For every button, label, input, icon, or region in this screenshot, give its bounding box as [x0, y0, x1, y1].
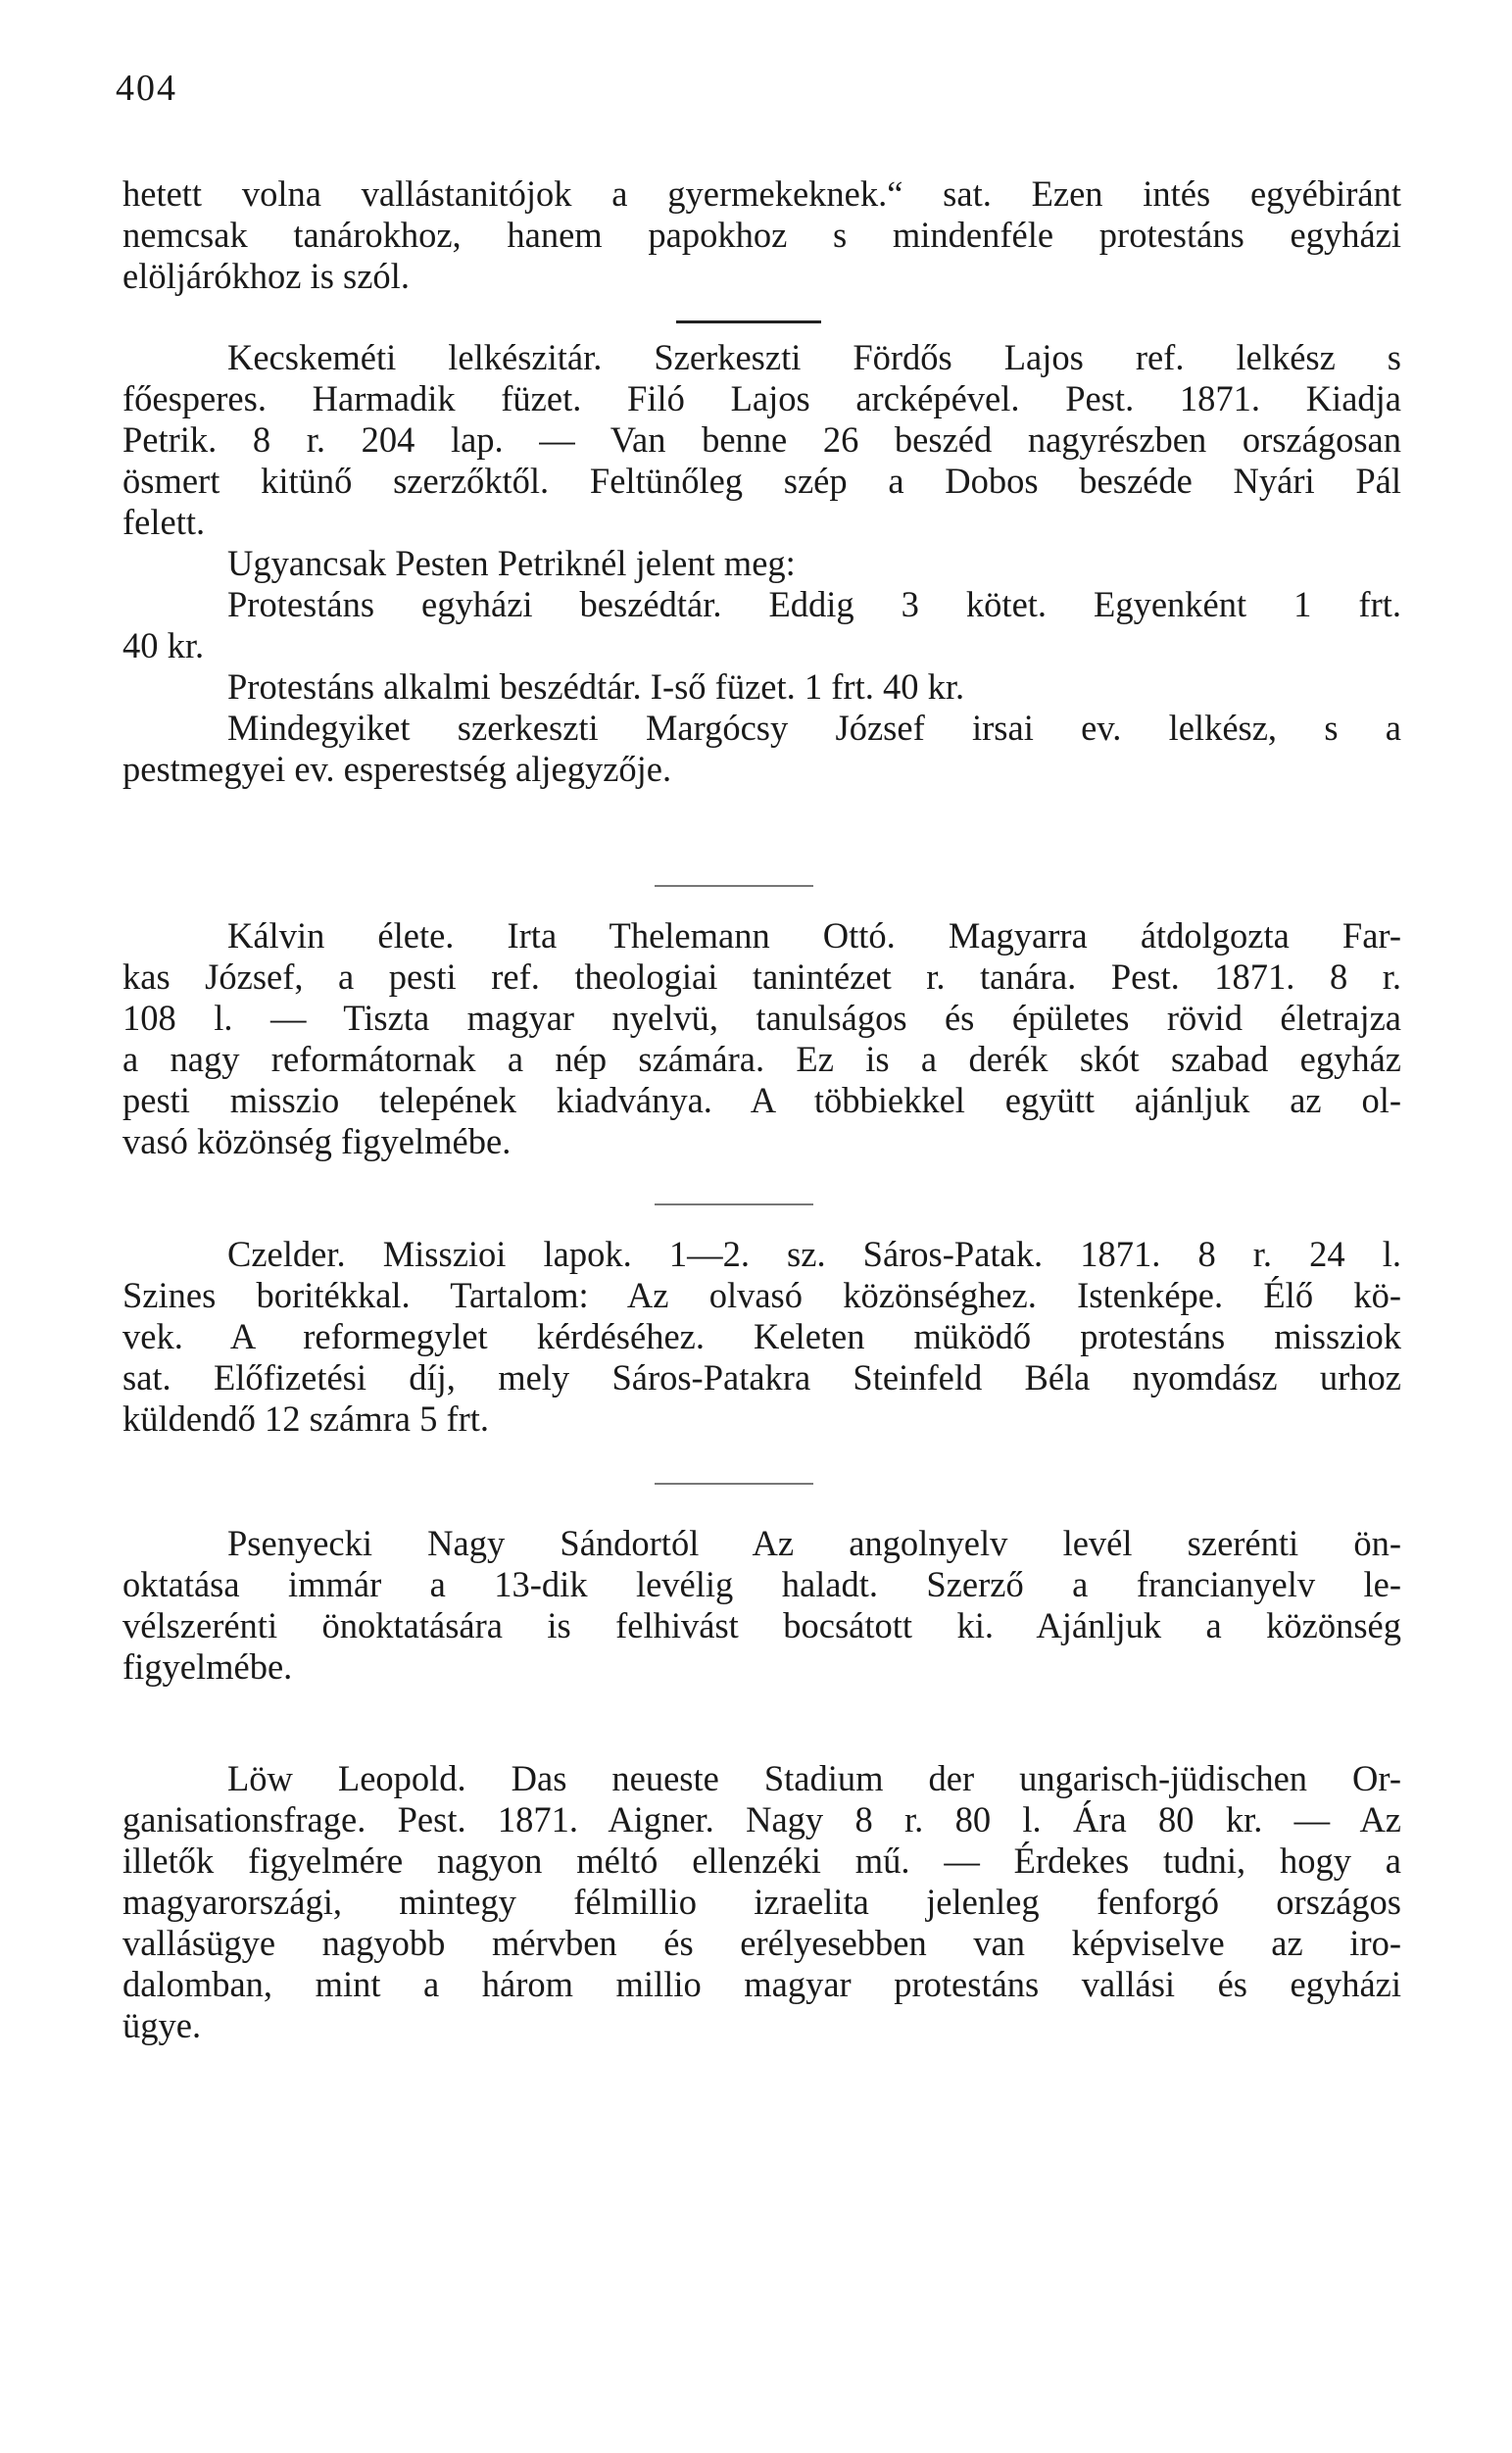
text-line: felett.	[122, 502, 206, 542]
section-divider	[655, 1483, 813, 1485]
review-kalvin	[122, 915, 1401, 1162]
text-line: illetők figyelmére nagyon méltó ellenzéki mű. — Érdekes tudni, hogy a	[122, 1840, 1401, 1881]
text-line: Protestáns egyházi beszédtár. Eddig 3 kötet. Egyenként 1 frt.	[227, 584, 1401, 624]
text-line: vélszerénti önoktatására is felhivást bocsátott ki. Ajánljuk a közönség	[122, 1605, 1401, 1645]
text-line: a nagy reformátornak a nép számára. Ez is a derék skót szabad egyház	[122, 1039, 1401, 1079]
text-line: nemcsak tanárokhoz, hanem papokhoz s mindenféle protestáns egyházi	[122, 215, 1401, 255]
section-divider	[655, 1203, 813, 1205]
text-line: Ugyancsak Pesten Petriknél jelent meg:	[227, 543, 796, 583]
review-psenyecki	[122, 1523, 1401, 1688]
paragraph-continuation	[122, 173, 1401, 297]
text-line: pestmegyei ev. esperestség aljegyzője.	[122, 749, 672, 789]
text-line: hetett volna vallástanitójok a gyermekeknek.“ sat. Ezen intés egyébiránt	[122, 173, 1401, 214]
review-low-leopold	[122, 1758, 1401, 2046]
text-line: vallásügye nagyobb mérvben és erélyesebben van képviselve az iro-	[122, 1923, 1401, 1963]
text-line: Kálvin élete. Irta Thelemann Ottó. Magyarra átdolgozta Far-	[227, 915, 1401, 956]
text-line: sat. Előfizetési díj, mely Sáros-Patakra Steinfeld Béla nyomdász urhoz	[122, 1357, 1401, 1398]
text-line: ganisationsfrage. Pest. 1871. Aigner. Nagy 8 r. 80 l. Ára 80 kr. — Az	[122, 1799, 1401, 1840]
text-line: ösmert kitünő szerzőktől. Feltünőleg szép a Dobos beszéde Nyári Pál	[122, 461, 1401, 501]
text-line: 40 kr.	[122, 625, 205, 665]
section-divider	[655, 885, 813, 887]
section-divider	[676, 320, 821, 323]
text-line: magyarországi, mintegy félmillio izraelita jelenleg fenforgó országos	[122, 1882, 1401, 1922]
text-line: küldendő 12 számra 5 frt.	[122, 1398, 490, 1439]
text-line: 108 l. — Tiszta magyar nyelvü, tanulságos és épületes rövid életrajza	[122, 998, 1401, 1038]
text-line: Löw Leopold. Das neueste Stadium der ungarisch-jüdischen Or-	[227, 1758, 1401, 1798]
text-line: főesperes. Harmadik füzet. Filó Lajos arcképével. Pest. 1871. Kiadja	[122, 378, 1401, 418]
review-czelder	[122, 1234, 1401, 1440]
text-line: kas József, a pesti ref. theologiai tanintézet r. tanára. Pest. 1871. 8 r.	[122, 957, 1401, 997]
text-line: elöljárókhoz is szól.	[122, 256, 410, 296]
text-line: oktatása immár a 13-dik levélig haladt. Szerző a francianyelv le-	[122, 1564, 1401, 1604]
text-line: Czelder. Misszioi lapok. 1—2. sz. Sáros-Patak. 1871. 8 r. 24 l.	[227, 1234, 1401, 1274]
text-line: vasó közönség figyelmébe.	[122, 1121, 512, 1161]
text-line: dalomban, mint a három millio magyar protestáns vallási és egyházi	[122, 1964, 1401, 2004]
text-line: pesti misszio telepének kiadványa. A többiekkel együtt ajánljuk az ol-	[122, 1080, 1401, 1120]
page-number: 404	[116, 68, 177, 109]
text-line: Protestáns alkalmi beszédtár. I-ső füzet. 1 frt. 40 kr.	[227, 666, 965, 707]
text-line: Szines boritékkal. Tartalom: Az olvasó közönséghez. Istenképe. Élő kö-	[122, 1275, 1401, 1315]
text-line: vek. A reformegylet kérdéséhez. Keleten müködő protestáns missziok	[122, 1316, 1401, 1356]
text-line: Petrik. 8 r. 204 lap. — Van benne 26 beszéd nagyrészben országosan	[122, 419, 1401, 460]
text-line: Kecskeméti lelkészitár. Szerkeszti Fördős Lajos ref. lelkész s	[227, 337, 1401, 377]
text-line: ügye.	[122, 2005, 202, 2045]
text-line: Mindegyiket szerkeszti Margócsy József irsai ev. lelkész, s a	[227, 708, 1401, 748]
text-line: figyelmébe.	[122, 1646, 293, 1687]
review-kecskemeti	[122, 337, 1401, 790]
text-line: Psenyecki Nagy Sándortól Az angolnyelv levél szerénti ön-	[227, 1523, 1401, 1563]
